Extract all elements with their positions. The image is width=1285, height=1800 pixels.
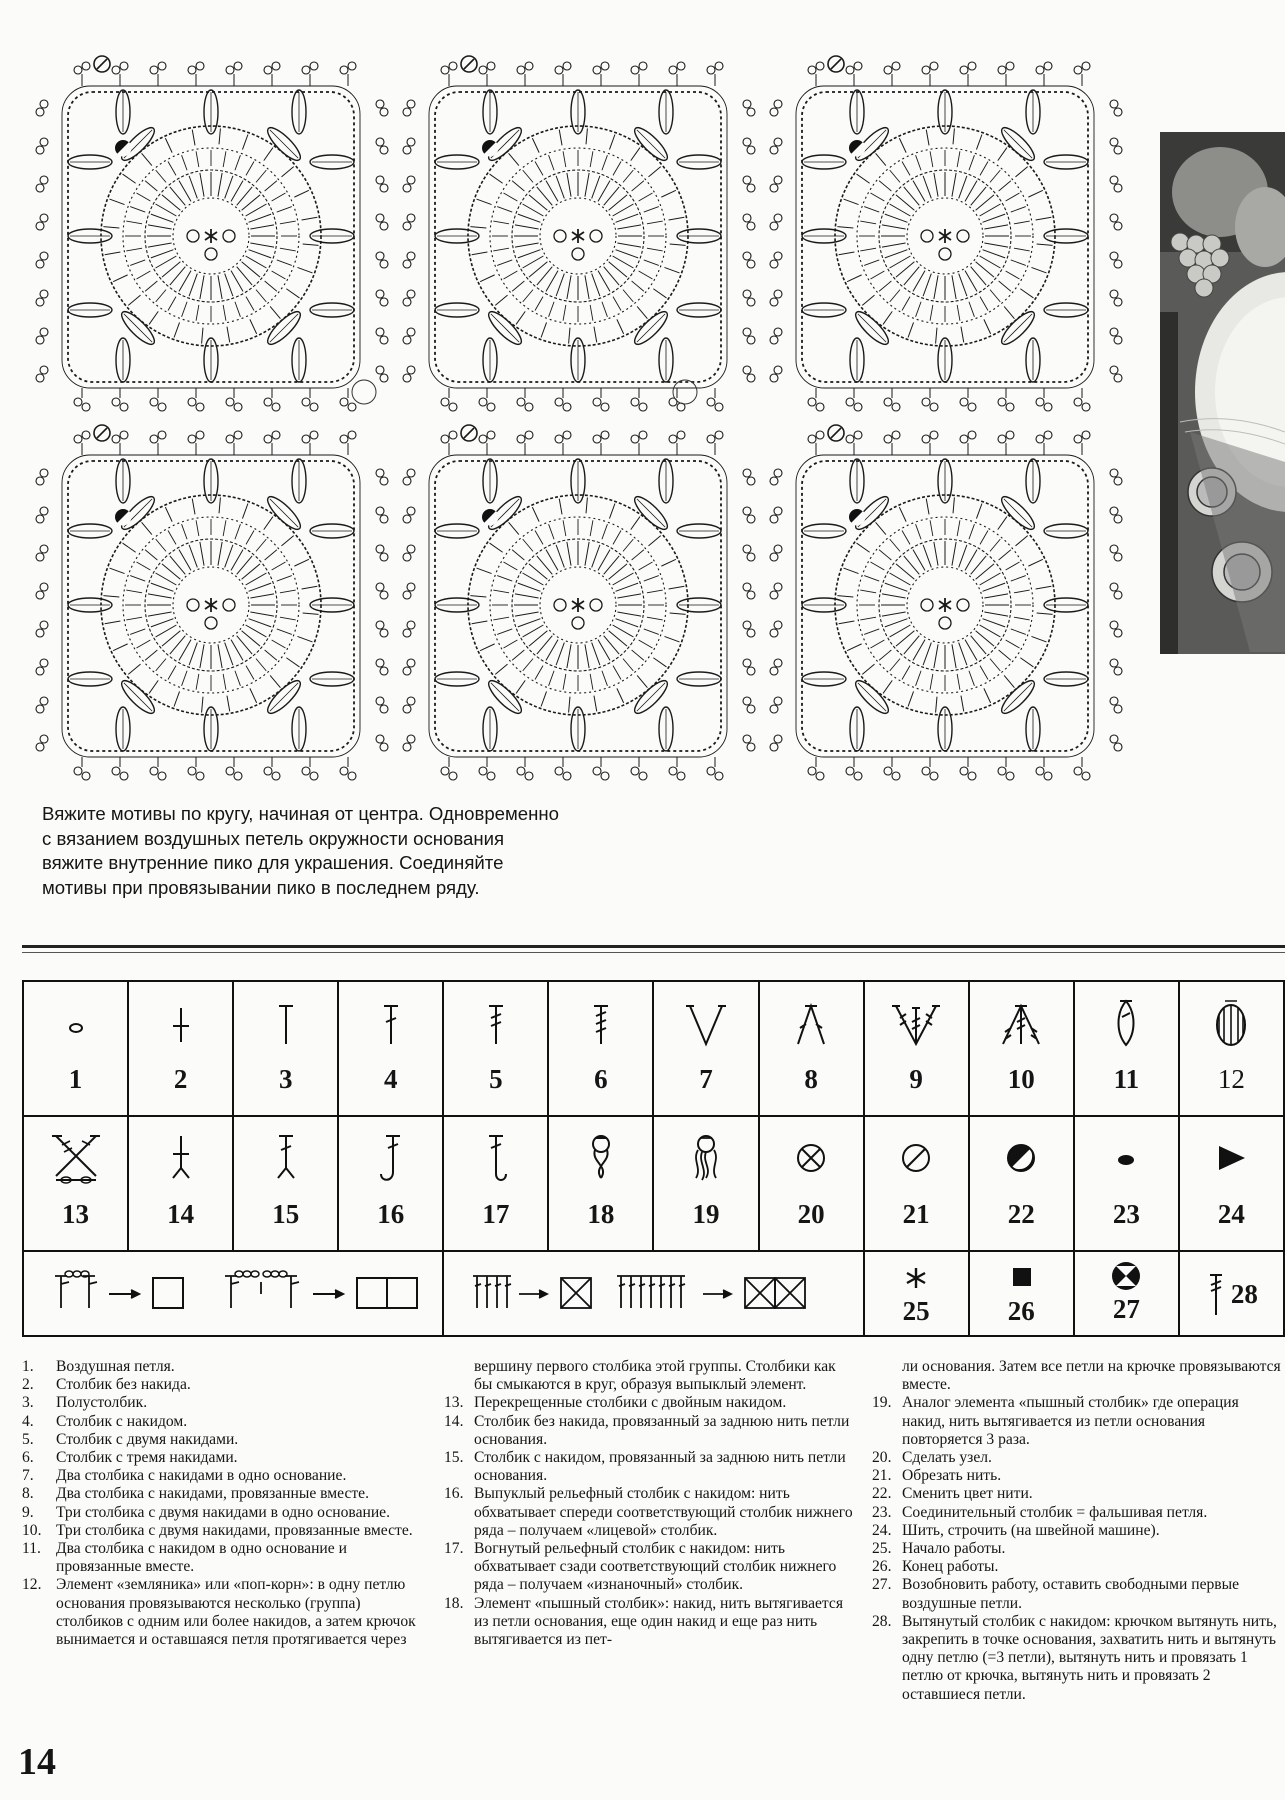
legend-number: 3 [278,1064,293,1094]
note-number: 22. [872,1485,892,1503]
note-number: 21. [872,1467,892,1485]
note-number: 15. [444,1449,464,1467]
note-text: Сменить цвет нити. [902,1485,1033,1503]
note-item [872,1394,1282,1449]
note-text: Столбик с тремя накидами. [56,1449,238,1467]
note-item [444,1540,854,1595]
crochet-motif [770,56,1122,411]
legend-number: 18 [587,1199,615,1229]
single-crochet-icon [161,998,201,1048]
note-number: 28. [872,1612,892,1630]
back-loop-dc-icon [266,1130,306,1186]
note-item [444,1595,854,1650]
note-item [22,1449,422,1467]
section-divider-thin [22,952,1285,953]
note-text: Столбик с накидом, провязанный за заднюю нить петли основания. [474,1449,846,1485]
note-text: Аналог элемента «пышный столбик» где операция накид, нить вытягивается из петли основания повторяется 3 раза. [902,1394,1239,1448]
note-number: 4. [22,1412,34,1430]
legend-cell-25 [864,1251,969,1336]
square-conversion-icon [41,1264,425,1324]
note-number: 10. [22,1521,42,1539]
note-text: Столбик с двумя накидами. [56,1430,239,1448]
note-item [22,1376,422,1394]
note-number: 11. [22,1540,41,1558]
note-item [22,1485,422,1503]
legend-cell-28 [1179,1251,1284,1336]
note-item [444,1394,854,1412]
legend-number: 12 [1217,1064,1245,1094]
legend-number: 13 [62,1199,90,1229]
note-number: 7. [22,1467,34,1485]
legend-number: 7 [699,1064,713,1094]
still-life-photo [1160,132,1285,654]
legend-cell-7 [653,981,758,1116]
note-text: Перекрещенные столбики с двойным накидом. [474,1394,787,1412]
note-text: Соединительный столбик = фальшивая петля. [902,1503,1208,1521]
cut-yarn-icon [896,1138,936,1178]
treble-crochet-icon [476,998,516,1048]
note-text: Шить, строчить (на швейной машине). [902,1521,1160,1539]
back-loop-sc-icon [161,1130,201,1186]
crossed-stitch-icon [48,1130,104,1186]
note-text: Начало работы. [902,1540,1006,1558]
note-text: Полустолбик. [56,1394,148,1412]
legend-number: 21 [902,1199,930,1229]
notes-column-1 [22,1358,422,1649]
puff-stitch-3x-icon [684,1130,728,1186]
legend-number: 4 [384,1064,398,1094]
notes-column-3 [872,1358,1282,1704]
note-text: Вытянутый столбик с накидом: крючком вытянуть нить, закрепить в точке основания, захватить нить и вытянуть одну петлю (=3 петли), вытянуть нить и провязать 1 петлю от крючка, вытянуть нить и провязать 2 оставшиеся петли. [902,1612,1277,1703]
back-post-dc-icon [476,1130,516,1186]
legend-cell-6 [548,981,653,1116]
crochet-motif [403,56,755,411]
legend-number: 10 [1007,1064,1035,1094]
extended-dc-icon [1205,1269,1227,1319]
notes-continuation: ли основания. Затем все петли на крючке провязываются вместе. [902,1358,1281,1394]
legend-cell-3 [233,981,338,1116]
legend-cell-square-conversion-2 [443,1251,863,1336]
note-item [872,1522,1282,1540]
dc-cluster-icon [1106,995,1146,1051]
crochet-motif [403,425,755,780]
legend-cell-2 [128,981,233,1116]
note-text: Элемент «пышный столбик»: накид, нить вытягивается из петли основания, еще один накид и еще раз нить вытягивается из пет- [474,1594,844,1649]
note-item [872,1504,1282,1522]
legend-cell-27 [1074,1251,1179,1336]
note-number: 8. [22,1485,34,1503]
legend-cell-1 [23,981,128,1116]
legend-cell-23 [1074,1116,1179,1251]
legend-cell-9 [864,981,969,1116]
legend-cell-5 [443,981,548,1116]
note-number: 12. [22,1576,42,1594]
note-number: 23. [872,1503,892,1521]
note-item [872,1449,1282,1467]
note-item [872,1613,1282,1704]
legend-number: 22 [1007,1199,1035,1229]
note-text: Три столбика с двумя накидами в одно основание. [56,1503,391,1521]
filled-square-conversion-icon [461,1264,845,1324]
legend-number: 17 [482,1199,510,1229]
crochet-motif-diagram [28,52,1130,790]
note-item [22,1413,422,1431]
half-double-icon [266,998,306,1048]
note-item [872,1540,1282,1558]
legend-number: 16 [377,1199,405,1229]
note-item [444,1413,854,1449]
end-square-icon [1001,1260,1041,1296]
legend-cell-22 [969,1116,1074,1251]
note-item [872,1576,1282,1612]
legend-number: 11 [1113,1064,1140,1094]
note-text: Выпуклый рельефный столбик с накидом: нить обхватывает спереди соответствующий столбик нижнего ряда – получаем «лицевой» столбик. [474,1485,853,1539]
legend-cell-10 [969,981,1074,1116]
note-text: Столбик с накидом. [56,1412,188,1430]
legend-number: 2 [173,1064,188,1094]
tr3tog-icon [993,998,1049,1048]
popcorn-stitch-icon [1209,995,1253,1051]
note-number: 16. [444,1485,464,1503]
v-stitch-icon [681,998,731,1048]
front-post-dc-icon [371,1130,411,1186]
note-number: 5. [22,1430,34,1448]
legend-number: 14 [167,1199,195,1229]
notes-column-2 [444,1358,854,1649]
legend-cell-19 [653,1116,758,1251]
double-treble-icon [581,998,621,1048]
legend-cell-15 [233,1116,338,1251]
crochet-motif [36,425,388,780]
legend-number: 23 [1112,1199,1140,1229]
puff-stitch-icon [581,1130,621,1186]
tr3-shell-icon [888,998,944,1048]
note-text: Два столбика с накидами в одно основание. [56,1467,347,1485]
sew-triangle-icon [1211,1138,1251,1178]
dc2tog-icon [786,998,836,1048]
note-item [22,1522,422,1540]
section-divider [22,945,1285,948]
page-number: 14 [18,1741,56,1783]
legend-cell-17 [443,1116,548,1251]
join-ring [352,380,376,404]
note-item [444,1485,854,1540]
slip-stitch-icon [1106,1138,1146,1178]
chain-stitch-icon [56,998,96,1048]
note-item [22,1467,422,1485]
legend-number: 8 [804,1064,818,1094]
note-text: Два столбика с накидом в одно основание и провязанные вместе. [56,1540,347,1576]
note-text: Два столбика с накидами, провязанные вместе. [56,1485,369,1503]
knot-icon [791,1138,831,1178]
note-item [22,1576,422,1649]
note-text: Элемент «земляника» или «поп-корн»: в одну петлю основания провязываются несколько (группа) столбиков с одним или более накидов, а затем крючок вынимается и оставшаяся петля протягивается через [56,1576,416,1649]
double-crochet-icon [371,998,411,1048]
legend-cell-26 [969,1251,1074,1336]
legend-cell-4 [338,981,443,1116]
legend-cell-8 [759,981,864,1116]
note-number: 3. [22,1394,34,1412]
note-number: 25. [872,1540,892,1558]
legend-cell-square-conversion-1 [23,1251,443,1336]
note-number: 1. [22,1358,34,1375]
note-number: 9. [22,1503,34,1521]
change-color-icon [1001,1138,1041,1178]
note-text: Столбик без накида. [56,1376,191,1394]
crochet-motif [770,425,1122,780]
note-text: Возобновить работу, оставить свободными первые воздушные петли. [902,1576,1240,1612]
note-number: 18. [444,1594,464,1612]
legend-number: 1 [68,1064,83,1094]
note-text: Воздушная петля. [56,1358,175,1375]
legend-number: 5 [489,1064,503,1094]
note-number: 20. [872,1449,892,1467]
note-item [444,1449,854,1485]
legend-cell-21 [864,1116,969,1251]
note-item [872,1485,1282,1503]
note-number: 24. [872,1521,892,1539]
note-item [872,1558,1282,1576]
legend-cell-13 [23,1116,128,1251]
note-number: 19. [872,1394,892,1412]
legend-cell-20 [759,1116,864,1251]
note-number: 17. [444,1540,464,1558]
note-text: Три столбика с двумя накидами, провязанные вместе. [56,1521,413,1539]
note-number: 6. [22,1449,34,1467]
resume-work-icon [1106,1258,1146,1294]
legend-number: 27 [1112,1294,1140,1324]
notes-continuation: вершину первого столбика этой группы. Столбики как бы смыкаются в круг, образуя выпыклый элемент. [474,1358,836,1394]
legend-number: 25 [902,1296,930,1326]
note-item [872,1467,1282,1485]
note-text: Вогнутый рельефный столбик с накидом: нить обхватывает сзади соответствующий столбик нижнего ряда – получаем «изнаночный» столбик. [474,1540,837,1594]
legend-number: 19 [692,1199,720,1229]
legend-number: 24 [1217,1199,1245,1229]
note-text: Конец работы. [902,1558,999,1576]
note-item [22,1394,422,1412]
legend-number: 9 [909,1064,923,1094]
diagram-caption: Вяжите мотивы по кругу, начиная от центра. Одновременно с вязанием воздушных петель окружности основания вяжите внутренние пико для украшения. Соединяйте мотивы при провязывании пико в последнем ряду. [42,803,560,898]
note-number: 26. [872,1558,892,1576]
legend-number: 26 [1007,1296,1035,1326]
note-number: 14. [444,1412,464,1430]
symbol-legend-table [22,980,1285,1335]
note-text: Обрезать нить. [902,1467,1002,1485]
note-item [22,1431,422,1449]
start-asterisk-icon [896,1260,936,1296]
legend-number: 6 [594,1064,608,1094]
note-item [22,1540,422,1576]
note-item [22,1358,422,1376]
legend-cell-12 [1179,981,1284,1116]
note-number: 27. [872,1576,892,1594]
legend-number: 20 [797,1199,825,1229]
note-text: Сделать узел. [902,1449,992,1467]
legend-cell-16 [338,1116,443,1251]
note-number: 2. [22,1376,34,1394]
legend-cell-14 [128,1116,233,1251]
note-text: Столбик без накида, провязанный за заднюю нить петли основания. [474,1412,850,1448]
note-number: 13. [444,1394,464,1412]
legend-number: 15 [272,1199,300,1229]
legend-number: 28 [1230,1278,1258,1309]
legend-cell-18 [548,1116,653,1251]
legend-cell-24 [1179,1116,1284,1251]
crochet-motif [36,56,388,411]
note-item [22,1504,422,1522]
legend-cell-11 [1074,981,1179,1116]
